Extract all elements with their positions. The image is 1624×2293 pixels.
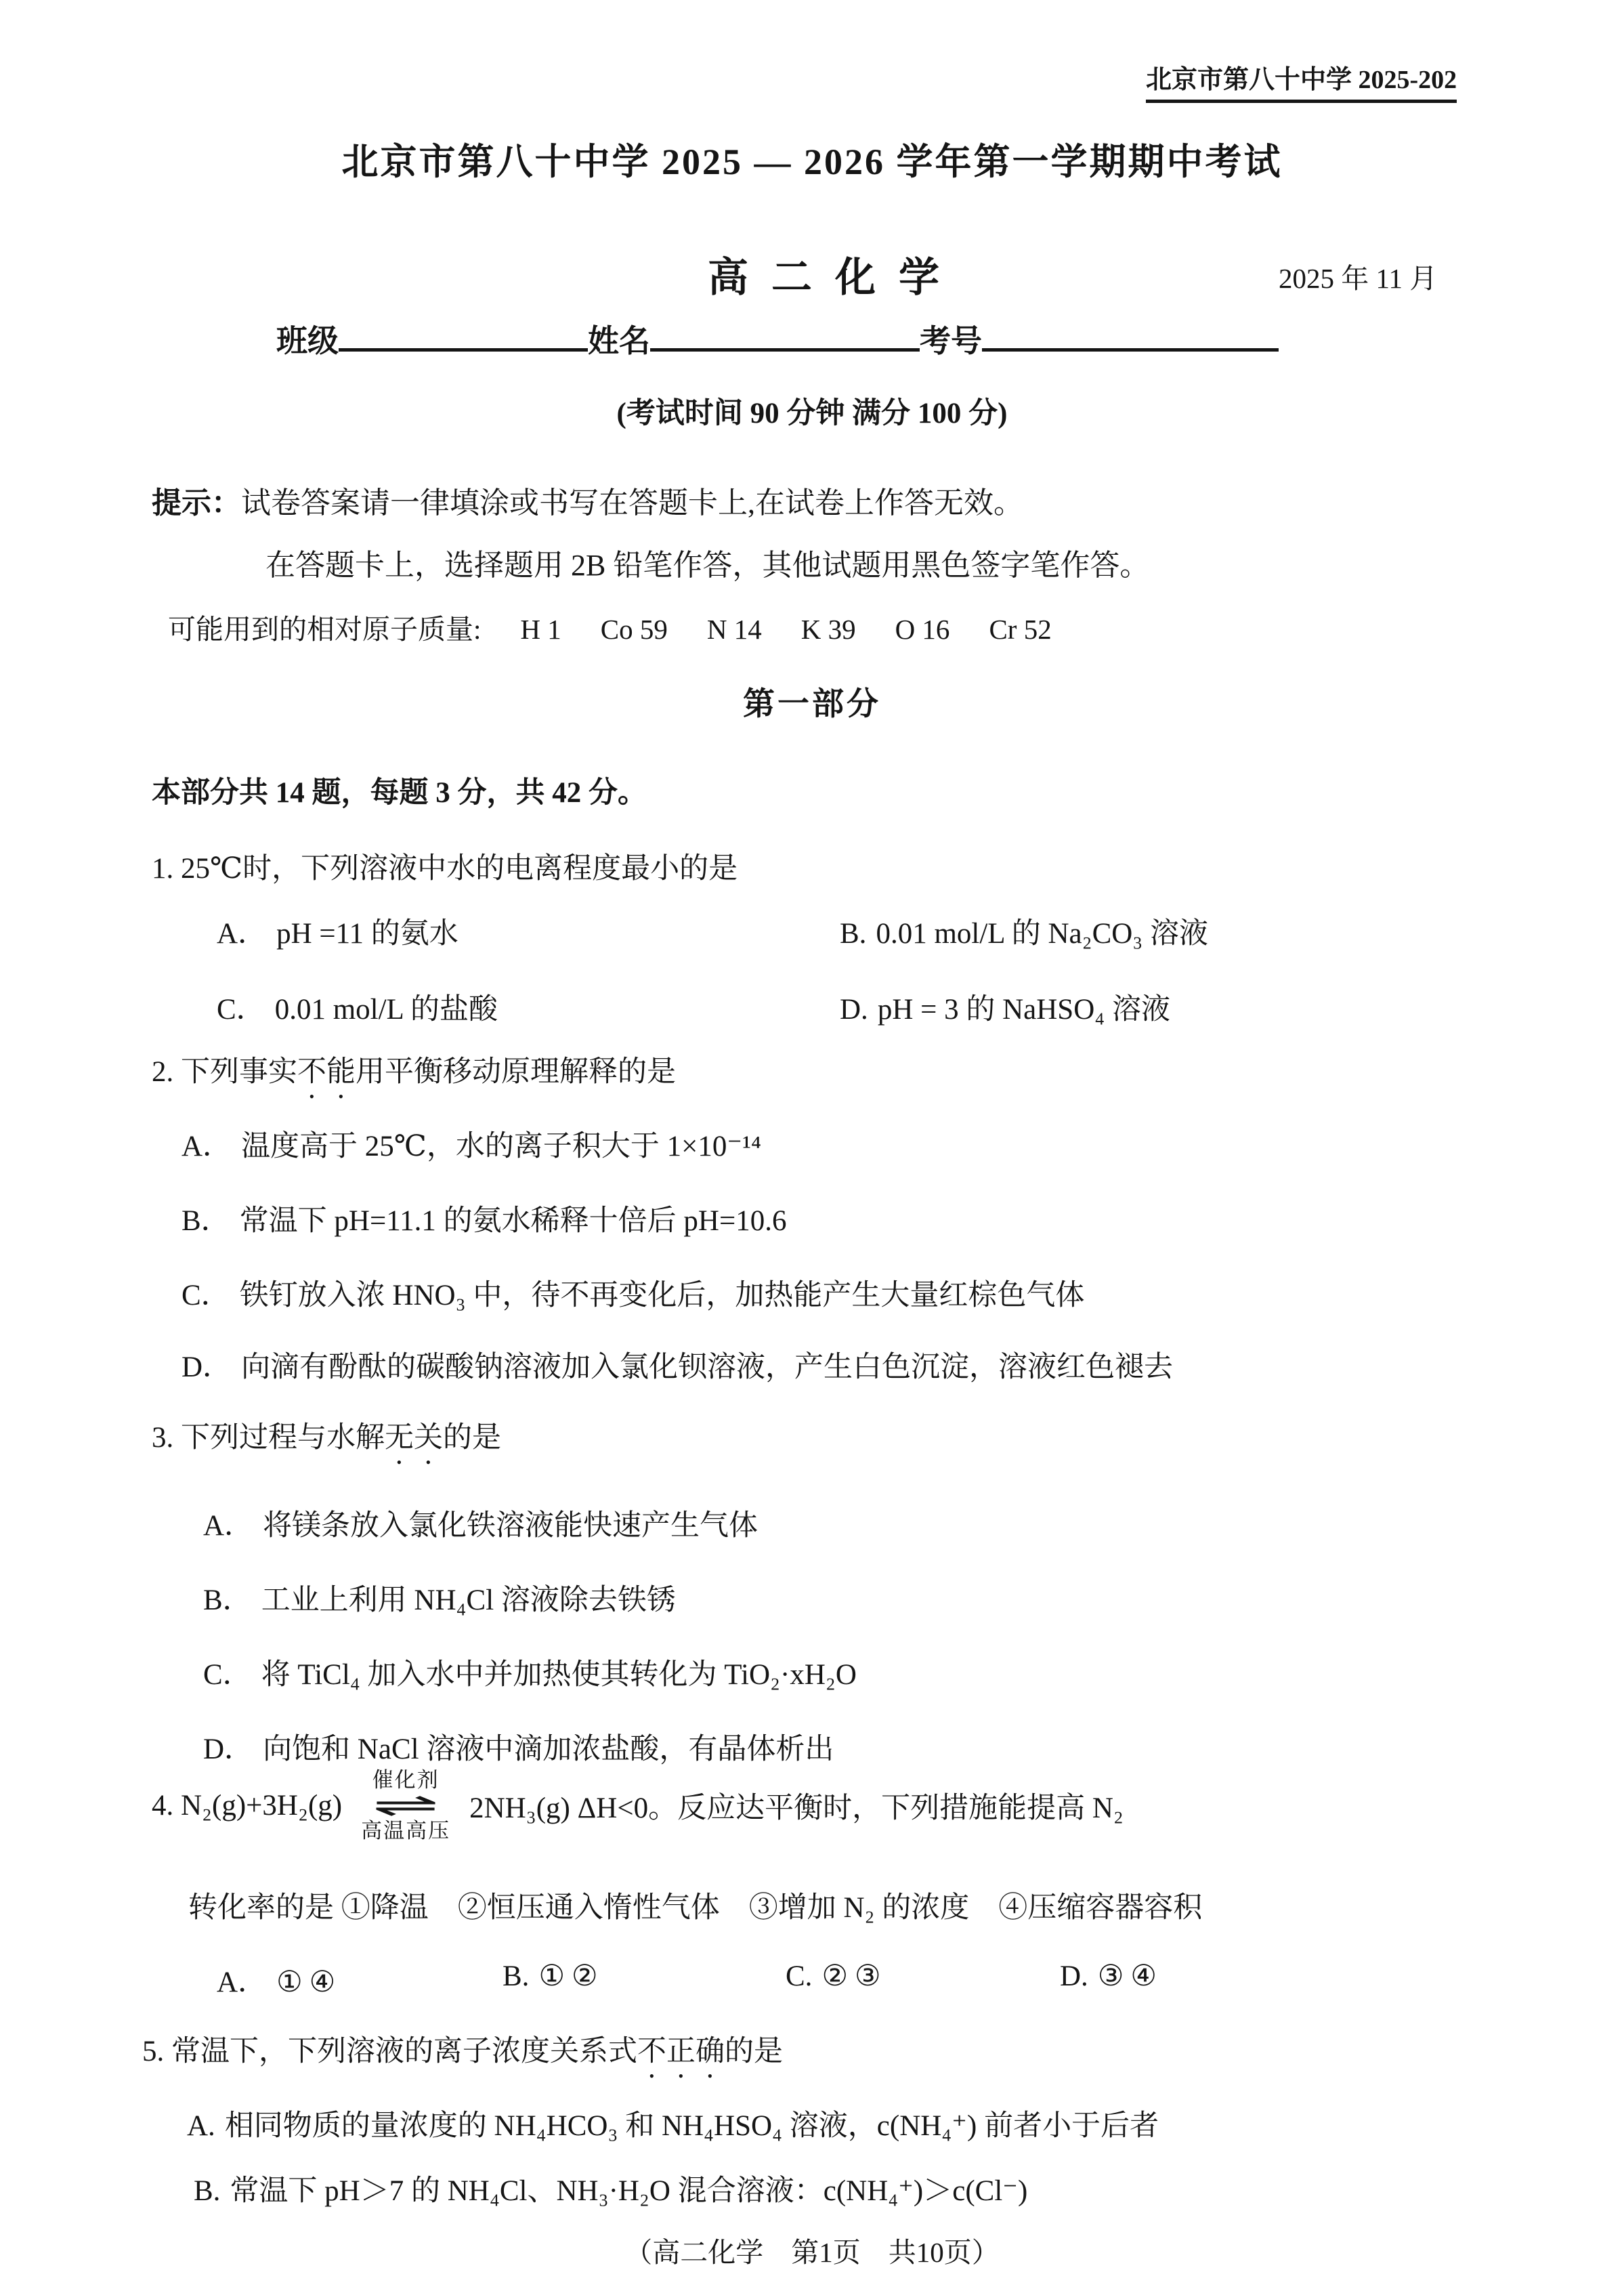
option-label: C．	[181, 1280, 230, 1311]
class-blank-line	[339, 313, 588, 352]
option-label: B.	[840, 918, 867, 950]
student-info-row	[276, 313, 1279, 361]
atomic-mass-o: O 16	[895, 614, 950, 645]
exam-date: 2025 年 11 月	[1279, 263, 1438, 294]
notice-text-1: 试卷答案请一律填涂或书写在答题卡上,在试卷上作答无效。	[241, 486, 1023, 520]
question-1-option-b	[840, 910, 1208, 952]
name-field-label: 姓名	[588, 324, 650, 358]
subject-title: 高二化学	[708, 255, 962, 300]
catalyst-label: 催化剂	[372, 1768, 440, 1792]
question-5-stem	[142, 2028, 783, 2084]
exam-duration-note: (考试时间 90 分钟 满分 100 分)	[616, 398, 1008, 429]
option-text: 常温下 pH=11.1 的氨水稀释十倍后 pH=10.6	[239, 1205, 787, 1237]
option-label: A．	[203, 1510, 254, 1542]
option-text: 向饱和 NaCl 溶液中滴加浓盐酸，有晶体析出	[263, 1733, 834, 1765]
question-3-option-b	[203, 1577, 676, 1618]
option-label: A.	[187, 2110, 215, 2142]
reaction-left: 4. N₂(g)+3H₂(g)	[152, 1789, 343, 1822]
option-label: B．	[181, 1205, 230, 1237]
examno-field-label: 考号	[920, 324, 982, 358]
notice-line-2: 在答题卡上，选择题用 2B 铅笔作答，其他试题用黑色签字笔作答。	[265, 549, 1150, 582]
equilibrium-condition-stack	[351, 1769, 460, 1841]
option-text: 将 TiCl₄ 加入水中并加热使其转化为 TiO₂·xH₂O	[261, 1659, 857, 1691]
atomic-mass-note	[168, 607, 1091, 647]
stem-text: 2. 下列事实	[152, 1056, 297, 1088]
stem-text: 用平衡移动原理解释的是	[356, 1056, 676, 1088]
option-text: pH = 3 的 NaHSO₄ 溶液	[877, 994, 1171, 1026]
question-4-stem-line-2: 转化率的是 ①降温 ②恒压通入惰性气体 ③增加 N₂ 的浓度 ④压缩容器容积	[188, 1892, 1203, 1924]
question-1-option-d	[840, 986, 1170, 1028]
class-field-label: 班级	[276, 324, 339, 358]
option-label: D．	[181, 1351, 232, 1383]
question-3-option-d	[203, 1726, 834, 1767]
option-text: 相同物质的量浓度的 NH₄HCO₃ 和 NH₄HSO₄ 溶液，c(NH₄⁺) 前者小于后者	[224, 2110, 1159, 2142]
question-4-option-b	[503, 1959, 605, 1993]
question-4-option-c	[786, 1959, 888, 1993]
notice-heading: 提示：	[152, 486, 241, 520]
stem-text: 的是	[725, 2036, 783, 2067]
option-text: ①②	[538, 1960, 605, 1992]
option-text: ③④	[1097, 1960, 1163, 1992]
part-one-heading: 第一部分	[743, 687, 881, 722]
atomic-mass-n: N 14	[706, 614, 762, 645]
option-label: A．	[217, 918, 268, 950]
question-3-option-a	[203, 1502, 758, 1544]
stem-text: 的是	[443, 1422, 501, 1454]
option-label: B.	[503, 1960, 530, 1992]
stem-text: 3. 下列过程与水解	[152, 1422, 385, 1454]
reaction-right: 2NH₃(g) ΔH<0。反应达平衡时，下列措施能提高 N₂	[469, 1792, 1124, 1824]
option-text: 将镁条放入氯化铁溶液能快速产生气体	[263, 1510, 758, 1542]
examno-blank-line	[982, 313, 1279, 352]
atomic-mass-label: 可能用到的相对原子质量:	[168, 614, 482, 645]
question-1-stem: 1. 25℃时，下列溶液中水的电离程度最小的是	[152, 853, 738, 885]
option-text: 工业上利用 NH₄Cl 溶液除去铁锈	[261, 1584, 676, 1616]
question-2-option-d	[181, 1344, 1173, 1385]
emphasized-text: 不正确	[637, 2036, 725, 2067]
emphasized-text: 无关	[385, 1422, 443, 1454]
question-3-option-c	[203, 1652, 857, 1693]
option-text: 常温下 pH＞7 的 NH₄Cl、NH₃·H₂O 混合溶液：c(NH₄⁺)＞c(Cl⁻)	[230, 2175, 1028, 2207]
question-3-stem	[152, 1414, 501, 1471]
option-text: 向滴有酚酞的碳酸钠溶液加入氯化钡溶液，产生白色沉淀，溶液红色褪去	[241, 1351, 1174, 1383]
option-label: C．	[217, 994, 265, 1026]
option-label: D.	[1060, 1960, 1088, 1992]
question-2-option-b	[181, 1198, 786, 1239]
question-2-option-c	[181, 1272, 1084, 1313]
question-2-option-a	[181, 1123, 761, 1164]
condition-label: 高温高压	[361, 1819, 451, 1843]
equilibrium-arrows-icon: ⇌	[372, 1786, 440, 1824]
question-4-option-d	[1060, 1959, 1163, 1993]
atomic-mass-k: K 39	[800, 614, 856, 645]
option-text: 温度高于 25℃，水的离子积大于 1×10⁻¹⁴	[241, 1131, 761, 1162]
option-label: A．	[181, 1131, 232, 1162]
option-text: 0.01 mol/L 的盐酸	[274, 994, 498, 1026]
option-text: 0.01 mol/L 的 Na₂CO₃ 溶液	[876, 918, 1209, 950]
part-one-description: 本部分共 14 题，每题 3 分，共 42 分。	[152, 777, 647, 809]
option-label: D.	[840, 994, 868, 1026]
notice-line-1	[152, 478, 1023, 522]
question-5-option-b	[194, 2168, 1027, 2209]
exam-title: 北京市第八十中学 2025 — 2026 学年第一学期期中考试	[341, 142, 1283, 182]
option-text: 铁钉放入浓 HNO₃ 中，待不再变化后，加热能产生大量红棕色气体	[239, 1280, 1085, 1311]
question-1-option-a	[217, 910, 458, 952]
name-blank-line	[650, 313, 920, 352]
atomic-mass-cr: Cr 52	[989, 614, 1052, 645]
question-2-stem	[152, 1049, 676, 1105]
option-text: ①④	[276, 1966, 343, 1998]
atomic-mass-h: H 1	[520, 614, 561, 645]
question-4-stem	[152, 1769, 1124, 1841]
stem-text: 5. 常温下，下列溶液的离子浓度关系式	[142, 2036, 637, 2067]
option-text: ②③	[821, 1960, 888, 1992]
atomic-mass-co: Co 59	[600, 614, 668, 645]
question-5-option-a	[187, 2103, 1159, 2144]
header-note: 北京市第八十中学 2025-202	[1146, 58, 1457, 103]
emphasized-text: 不能	[297, 1056, 356, 1088]
option-label: C.	[786, 1960, 813, 1992]
option-label: C．	[203, 1659, 252, 1691]
option-text: pH =11 的氨水	[276, 918, 458, 950]
option-label: D．	[203, 1733, 254, 1765]
page-footer: （高二化学 第1页 共10页）	[624, 2237, 1000, 2268]
question-1-option-c	[217, 986, 498, 1028]
option-label: B.	[194, 2175, 221, 2207]
question-4-option-a	[217, 1959, 342, 2000]
option-label: A．	[217, 1966, 268, 1998]
option-label: B．	[203, 1584, 252, 1616]
